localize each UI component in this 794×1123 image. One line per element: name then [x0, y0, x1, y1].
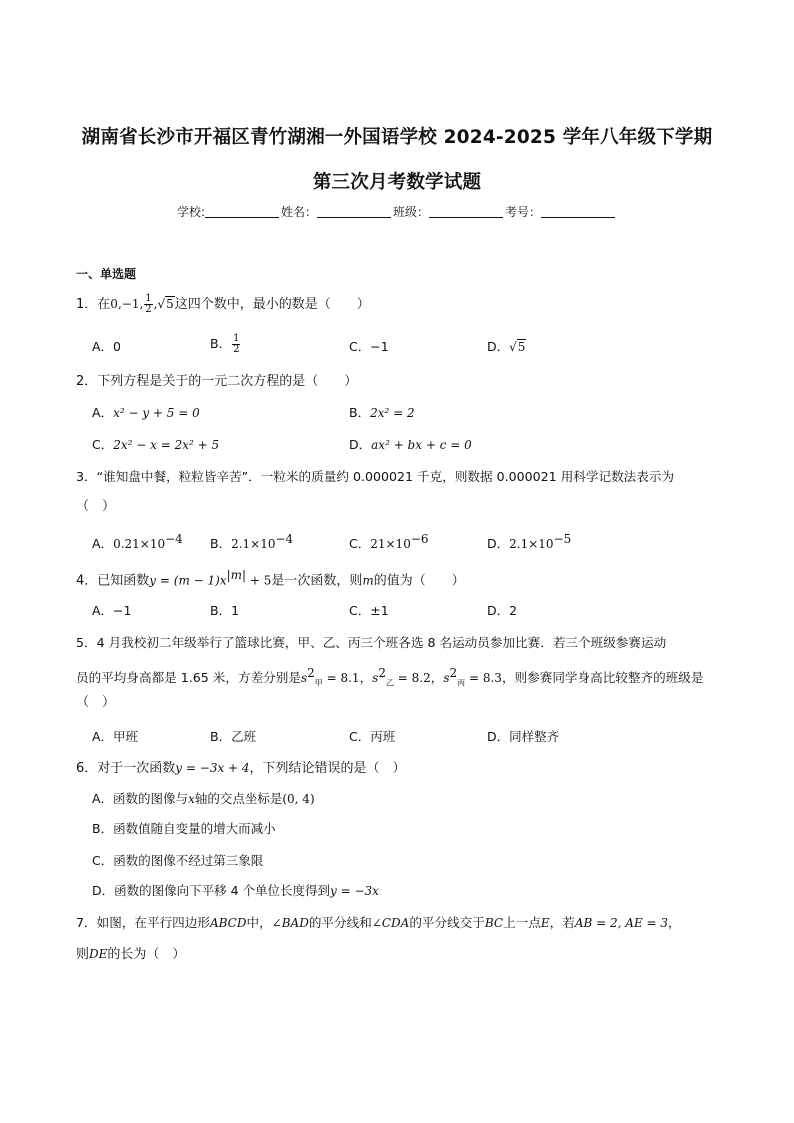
q3-option-a[interactable]: A．$0.21\times 10^{-4}$ — [92, 532, 183, 552]
class-label: 班级： — [393, 205, 430, 219]
question-4-stem: 4．已知函数$y = (m - 1)x^{|m|} + 5$是一次函数，则m的值为（ ） — [76, 568, 465, 589]
school-label: 学校: — [176, 205, 205, 219]
q3-option-c[interactable]: C．$21\times 10^{-6}$ — [349, 532, 429, 552]
exam-title-line-1: 湖南省长沙市开福区青竹湖湘一外国语学校 2024-2025 学年八年级下学期 — [81, 127, 713, 148]
q1-option-b[interactable]: B． $\frac{1}{2}$ — [210, 333, 240, 355]
question-text: 在 — [97, 297, 111, 312]
id-label: 考号： — [505, 205, 542, 219]
question-3-stem: 3．“谁知盘中餐，粒粒皆辛苦”．一粒米的质量约 0.000021 千克，则数据 0.000021 用科学记数法表示为 — [76, 469, 675, 484]
name-label: 姓名： — [281, 205, 318, 219]
q2-option-a[interactable]: A．x² − y + 5 = 0 — [92, 405, 200, 420]
q6-option-b[interactable]: B．函数值随自变量的增大而减小 — [92, 821, 276, 836]
question-7-stem: 7．如图，在平行四边形ABCD中，∠BAD的平分线和∠CDA的平分线交于BC上一点E，若AB = 2, AE = 3， — [76, 915, 681, 930]
q5-option-d[interactable]: D．同样整齐 — [487, 729, 560, 744]
class-blank[interactable] — [429, 205, 503, 218]
q6-option-a[interactable]: A．函数的图像与x轴的交点坐标是(0, 4) — [92, 791, 315, 806]
q5-option-a[interactable]: A．甲班 — [92, 729, 139, 744]
q6-option-d[interactable]: D．函数的图像向下平移 4 个单位长度得到y = −3x — [92, 883, 379, 898]
q2-option-d[interactable]: D．ax² + bx + c = 0 — [349, 437, 472, 452]
id-blank[interactable] — [541, 205, 615, 218]
q5-option-c[interactable]: C．丙班 — [349, 729, 396, 744]
sqrt-expression: √5 — [157, 297, 174, 311]
math-expression: y = (m − 1)x — [149, 573, 227, 588]
question-2-stem: 2．下列方程是关于的一元二次方程的是（ ） — [76, 374, 358, 389]
q2-option-c[interactable]: C．2x² − x = 2x² + 5 — [92, 437, 220, 452]
q2-option-b[interactable]: B．2x² = 2 — [349, 405, 415, 420]
q4-option-d[interactable]: D．2 — [487, 603, 518, 618]
question-number: 1． — [76, 297, 98, 312]
question-7-stem-cont: 则DE的长为（ ） — [76, 947, 186, 962]
q5-option-b[interactable]: B．乙班 — [210, 729, 257, 744]
question-5-stem: 5．4 月我校初二年级举行了篮球比赛，甲、乙、丙三个班各选 8 名运动员参加比赛．若三个班级参赛运动 — [76, 635, 667, 650]
q3-option-b[interactable]: B．$2.1\times 10^{-4}$ — [210, 532, 294, 552]
student-info-row — [0, 203, 794, 220]
fraction: $\frac{1}{2}$ — [233, 333, 240, 355]
fraction: $\frac{1}{2}$ — [145, 293, 152, 315]
q1-option-a[interactable]: A．0 — [92, 339, 122, 354]
q3-option-d[interactable]: D．$2.1\times 10^{-5}$ — [487, 532, 572, 552]
question-6-stem: 6．对于一次函数y = −3x + 4，下列结论错误的是（ ） — [76, 761, 406, 776]
section-title: 一、单选题 — [76, 267, 137, 281]
question-5-stem-cont: 员的平均身高都是 1.65 米，方差分别是$s^2_甲 = 8.1$，$s^2_乙 = 8.2$，$s^2_丙 = 8.3$，则参赛同学身高比较整齐的班级是 — [76, 666, 704, 688]
name-blank[interactable] — [317, 205, 391, 218]
q1-option-c[interactable]: C．−1 — [349, 339, 389, 354]
q4-option-a[interactable]: A．−1 — [92, 603, 132, 618]
question-5-stem-cont-2: （ ） — [76, 695, 116, 710]
q4-option-b[interactable]: B．1 — [210, 603, 240, 618]
math-value: 0 — [110, 297, 118, 311]
question-text: 这四个数中，最小的数是（ ） — [174, 297, 370, 312]
q4-option-c[interactable]: C．±1 — [349, 603, 389, 618]
exam-title-line-2: 第三次月考数学试题 — [312, 172, 482, 193]
q1-option-d[interactable]: D．√5 — [487, 339, 526, 354]
question-3-stem-cont: （ ） — [76, 499, 116, 514]
math-value: −1 — [121, 297, 140, 311]
school-blank[interactable] — [205, 205, 279, 218]
question-1-stem: 1．在0,−1, $\frac{1}{2}$ ,√5这四个数中，最小的数是（ ） — [76, 293, 370, 315]
q6-option-c[interactable]: C．函数的图像不经过第三象限 — [92, 853, 264, 868]
